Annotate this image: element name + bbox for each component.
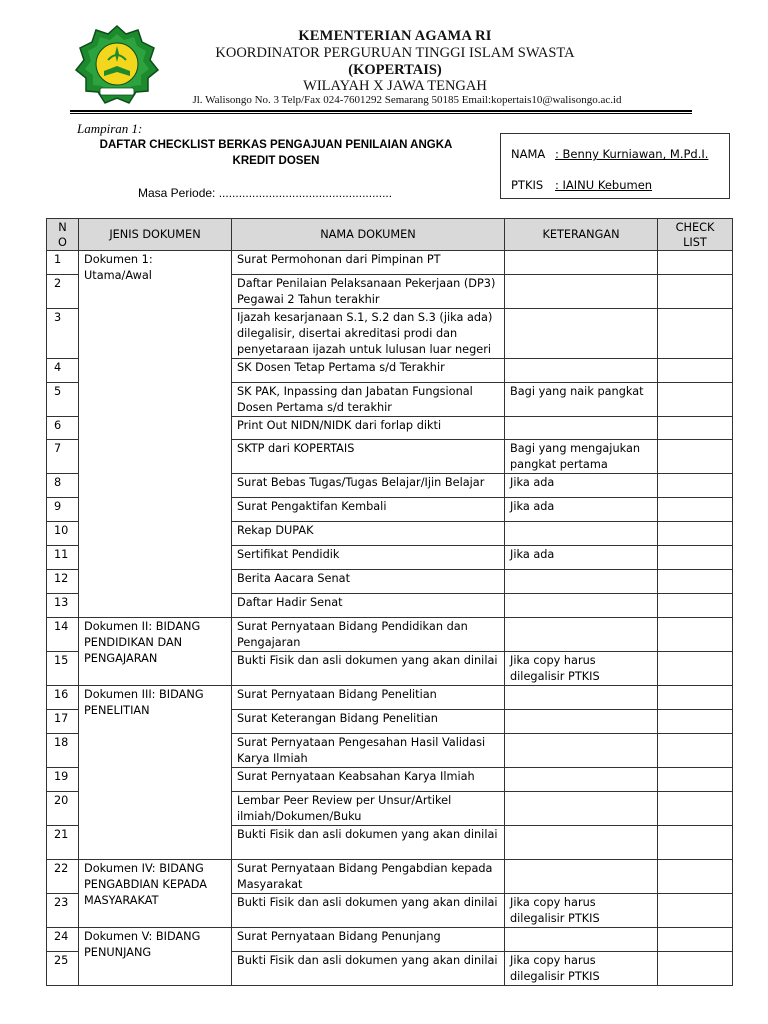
document-note: Jika copy harus dilegalisir PTKIS bbox=[505, 894, 658, 928]
checklist-cell[interactable] bbox=[658, 359, 733, 383]
document-note bbox=[505, 275, 658, 309]
document-note bbox=[505, 594, 658, 618]
document-title-line2: KREDIT DOSEN bbox=[232, 155, 320, 167]
checklist-cell[interactable] bbox=[658, 498, 733, 522]
table-row bbox=[47, 686, 733, 710]
document-name: Bukti Fisik dan asli dokumen yang akan dinilai bbox=[232, 652, 505, 686]
row-number: 4 bbox=[47, 359, 79, 383]
document-note bbox=[505, 522, 658, 546]
document-group-label: Dokumen II: BIDANG PENDIDIKAN DAN PENGAJARAN bbox=[79, 618, 232, 686]
checklist-cell[interactable] bbox=[658, 275, 733, 309]
document-name: Surat Pernyataan Bidang Penelitian bbox=[232, 686, 505, 710]
document-name: SKTP dari KOPERTAIS bbox=[232, 440, 505, 474]
row-number: 11 bbox=[47, 546, 79, 570]
col-header-keterangan: KETERANGAN bbox=[505, 219, 658, 251]
document-name: Rekap DUPAK bbox=[232, 522, 505, 546]
nama-value: : Benny Kurniawan, M.Pd.I. bbox=[555, 147, 709, 161]
checklist-cell[interactable] bbox=[658, 734, 733, 768]
table-row bbox=[47, 251, 733, 275]
document-name: Bukti Fisik dan asli dokumen yang akan dinilai bbox=[232, 952, 505, 986]
lampiran-label: Lampiran 1: bbox=[77, 121, 143, 136]
document-name: Surat Pengaktifan Kembali bbox=[232, 498, 505, 522]
document-name: SK Dosen Tetap Pertama s/d Terakhir bbox=[232, 359, 505, 383]
document-name: Ijazah kesarjanaan S.1, S.2 dan S.3 (jika ada) dilegalisir, disertai akreditasi prodi dan penyetaraan ijazah untuk lulusan luar negeri bbox=[232, 309, 505, 359]
kementerian-agama-logo-icon bbox=[74, 24, 160, 106]
col-header-nama: NAMA DOKUMEN bbox=[232, 219, 505, 251]
checklist-cell[interactable] bbox=[658, 440, 733, 474]
header-rule-thin bbox=[70, 113, 692, 114]
checklist-table bbox=[46, 218, 733, 986]
document-note bbox=[505, 618, 658, 652]
ptkis-value: : IAINU Kebumen bbox=[555, 178, 653, 192]
row-number: 14 bbox=[47, 618, 79, 652]
checklist-cell[interactable] bbox=[658, 474, 733, 498]
col-header-jenis: JENIS DOKUMEN bbox=[79, 219, 232, 251]
document-name: Surat Pernyataan Bidang Pendidikan dan Pengajaran bbox=[232, 618, 505, 652]
document-name: Surat Keterangan Bidang Penelitian bbox=[232, 710, 505, 734]
header-kopertais: (KOPERTAIS) bbox=[348, 62, 442, 78]
document-name: Print Out NIDN/NIDK dari forlap dikti bbox=[232, 417, 505, 440]
row-number: 25 bbox=[47, 952, 79, 986]
document-note bbox=[505, 417, 658, 440]
document-name: Bukti Fisik dan asli dokumen yang akan dinilai bbox=[232, 826, 505, 860]
checklist-cell[interactable] bbox=[658, 894, 733, 928]
checklist-cell[interactable] bbox=[658, 792, 733, 826]
document-group-label: Dokumen 1: Utama/Awal bbox=[79, 251, 232, 618]
checklist-cell[interactable] bbox=[658, 522, 733, 546]
row-number: 1 bbox=[47, 251, 79, 275]
document-name: Surat Pernyataan Keabsahan Karya Ilmiah bbox=[232, 768, 505, 792]
row-number: 19 bbox=[47, 768, 79, 792]
document-note: Jika copy harus dilegalisir PTKIS bbox=[505, 652, 658, 686]
header-coordinator: KOORDINATOR PERGURUAN TINGGI ISLAM SWASTA bbox=[215, 45, 575, 61]
checklist-cell[interactable] bbox=[658, 652, 733, 686]
table-header-row bbox=[47, 219, 733, 251]
row-number: 10 bbox=[47, 522, 79, 546]
checklist-cell[interactable] bbox=[658, 618, 733, 652]
ptkis-label: PTKIS bbox=[511, 178, 544, 192]
document-title-line1: DAFTAR CHECKLIST BERKAS PENGAJUAN PENILAIAN ANGKA bbox=[99, 139, 453, 151]
document-note: Jika ada bbox=[505, 498, 658, 522]
row-number: 20 bbox=[47, 792, 79, 826]
checklist-cell[interactable] bbox=[658, 594, 733, 618]
checklist-cell[interactable] bbox=[658, 928, 733, 952]
document-name: Sertifikat Pendidik bbox=[232, 546, 505, 570]
row-number: 5 bbox=[47, 383, 79, 417]
document-note bbox=[505, 570, 658, 594]
checklist-cell[interactable] bbox=[658, 309, 733, 359]
document-name: Surat Permohonan dari Pimpinan PT bbox=[232, 251, 505, 275]
row-number: 22 bbox=[47, 860, 79, 894]
table-row bbox=[47, 928, 733, 952]
document-note bbox=[505, 826, 658, 860]
document-name: Bukti Fisik dan asli dokumen yang akan dinilai bbox=[232, 894, 505, 928]
row-number: 18 bbox=[47, 734, 79, 768]
row-number: 13 bbox=[47, 594, 79, 618]
document-group-label: Dokumen V: BIDANG PENUNJANG bbox=[79, 928, 232, 986]
document-name: Berita Aacara Senat bbox=[232, 570, 505, 594]
row-number: 9 bbox=[47, 498, 79, 522]
document-note bbox=[505, 734, 658, 768]
checklist-cell[interactable] bbox=[658, 546, 733, 570]
checklist-cell[interactable] bbox=[658, 768, 733, 792]
document-note bbox=[505, 359, 658, 383]
document-note: Bagi yang naik pangkat bbox=[505, 383, 658, 417]
row-number: 21 bbox=[47, 826, 79, 860]
checklist-cell[interactable] bbox=[658, 686, 733, 710]
document-note bbox=[505, 686, 658, 710]
header-address: Jl. Walisongo No. 3 Telp/Fax 024-7601292 Semarang 50185 Email:kopertais10@walisongo.ac.id bbox=[192, 94, 622, 106]
document-note: Jika copy harus dilegalisir PTKIS bbox=[505, 952, 658, 986]
document-name: Daftar Hadir Senat bbox=[232, 594, 505, 618]
document-name: Daftar Penilaian Pelaksanaan Pekerjaan (DP3) Pegawai 2 Tahun terakhir bbox=[232, 275, 505, 309]
document-note bbox=[505, 251, 658, 275]
row-number: 7 bbox=[47, 440, 79, 474]
document-note: Bagi yang mengajukan pangkat pertama bbox=[505, 440, 658, 474]
document-name: Surat Pernyataan Pengesahan Hasil Validasi Karya Ilmiah bbox=[232, 734, 505, 768]
row-number: 3 bbox=[47, 309, 79, 359]
col-header-checklist: CHECK LIST bbox=[658, 219, 733, 251]
document-note bbox=[505, 768, 658, 792]
identity-box bbox=[500, 133, 730, 199]
document-name: Surat Pernyataan Bidang Penunjang bbox=[232, 928, 505, 952]
row-number: 2 bbox=[47, 275, 79, 309]
row-number: 23 bbox=[47, 894, 79, 928]
document-group-label: Dokumen IV: BIDANG PENGABDIAN KEPADA MASYARAKAT bbox=[79, 860, 232, 928]
document-note bbox=[505, 928, 658, 952]
table-row bbox=[47, 618, 733, 652]
checklist-cell[interactable] bbox=[658, 952, 733, 986]
checklist-cell[interactable] bbox=[658, 860, 733, 894]
row-number: 24 bbox=[47, 928, 79, 952]
document-note bbox=[505, 309, 658, 359]
header-rule-thick bbox=[70, 110, 692, 112]
header-ministry: KEMENTERIAN AGAMA RI bbox=[298, 28, 492, 44]
row-number: 8 bbox=[47, 474, 79, 498]
document-note: Jika ada bbox=[505, 474, 658, 498]
header-region: WILAYAH X JAWA TENGAH bbox=[303, 78, 487, 94]
document-note bbox=[505, 860, 658, 894]
nama-label: NAMA bbox=[511, 147, 546, 161]
checklist-cell[interactable] bbox=[658, 710, 733, 734]
checklist-cell[interactable] bbox=[658, 826, 733, 860]
document-name: Surat Bebas Tugas/Tugas Belajar/Ijin Belajar bbox=[232, 474, 505, 498]
checklist-cell[interactable] bbox=[658, 570, 733, 594]
masa-periode: Masa Periode: .................................................... bbox=[138, 186, 393, 200]
checklist-cell[interactable] bbox=[658, 251, 733, 275]
document-name: Lembar Peer Review per Unsur/Artikel ilmiah/Dokumen/Buku bbox=[232, 792, 505, 826]
document-group-label: Dokumen III: BIDANG PENELITIAN bbox=[79, 686, 232, 860]
ptkis-line bbox=[511, 178, 652, 192]
document-note: Jika ada bbox=[505, 546, 658, 570]
document-note bbox=[505, 792, 658, 826]
row-number: 12 bbox=[47, 570, 79, 594]
checklist-cell[interactable] bbox=[658, 383, 733, 417]
nama-line bbox=[511, 147, 708, 161]
document-note bbox=[505, 710, 658, 734]
row-number: 6 bbox=[47, 417, 79, 440]
row-number: 16 bbox=[47, 686, 79, 710]
document-title bbox=[86, 137, 466, 169]
document-name: SK PAK, Inpassing dan Jabatan Fungsional Dosen Pertama s/d terakhir bbox=[232, 383, 505, 417]
row-number: 17 bbox=[47, 710, 79, 734]
checklist-cell[interactable] bbox=[658, 417, 733, 440]
row-number: 15 bbox=[47, 652, 79, 686]
col-header-no: N O bbox=[47, 219, 79, 251]
document-name: Surat Pernyataan Bidang Pengabdian kepada Masyarakat bbox=[232, 860, 505, 894]
table-row bbox=[47, 860, 733, 894]
